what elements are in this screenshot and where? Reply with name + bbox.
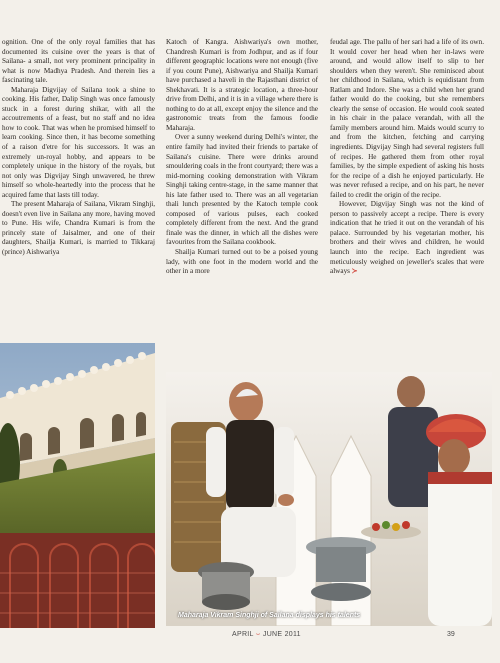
cooking-illustration (166, 372, 492, 626)
paragraph: feudal age. The pallu of her sari had a life of its own. It would cover her head when her in-laws were around, and would allow itself to slip to her shoulders when they weren't. She reminisced about her childhood in Sailana, which is equidistant from Ratlam and Indore. She was a child when her grand father would do the cooking, but she remembers clearly the sense of occasion. He would cook seated in his chair in the palace verandah, with all the family members around him. Maids would scurry to and from the kitchen, fetching and carrying ingredients. Digvijay Singh had several registers full of recipes. He gathered them from other royal families, by the simple expedient of asking his hosts for the recipe of a dish he enjoyed particularly. He was never refused a recipe, and on his part, he never failed to credit the origin of the recipe. (330, 38, 484, 199)
page-footer (0, 631, 500, 645)
article-column-2 (166, 38, 318, 277)
article-column-3 (330, 38, 484, 277)
paragraph: Shailja Kumari turned out to be a poised young lady, with one foot in the modern world and the other in a more (166, 248, 318, 276)
palace-photo (0, 343, 155, 628)
paragraph: ognition. One of the only royal families that has documented its cuisine over the years is that of Sailana- a small, not very prominent principality in what is now Madhya Pradesh. And therein lies a fascinating tale. (2, 38, 155, 85)
paragraph (330, 200, 484, 276)
continue-arrow-icon: ≻ (351, 267, 358, 276)
photo-caption: Maharaja Vikram Singhji of Sailana displays his talents (178, 612, 361, 619)
month-start: APRIL (232, 631, 254, 638)
paragraph-text: However, Digvijay Singh was not the kind of person to passively accept a recipe. There is every indication that he tried it out on the verandah of his palace. Surrounded by his vegetarian mother, his brothers and their wives and children, he would launch into the recipe. Each ingredient was meticulously weighed on jeweller's scales that were always (330, 200, 484, 276)
swoosh-icon: ⌣ (255, 631, 261, 638)
paragraph: Over a sunny weekend during Delhi's winter, the entire family had invited their friends to partake of Sailana's cuisine. There were drinks around smouldering coals in the front courtyard; there was a mid-morning cooking demonstration with Vikram Singhji taking centre-stage, in the same manner that his late father used to. There was an all vegetarian thali lunch presented by the Katoch temple cook composed of various pulses, each cooked completely different from the next. And the grand finale was the dinner, in which all the dishes were favourites from the Sailana cookbook. (166, 133, 318, 247)
month-end: JUNE 2011 (262, 631, 301, 638)
cooking-demonstration-photo (166, 372, 492, 626)
paragraph: Katoch of Kangra. Aishwariya's own mother, Chandresh Kumari is from Jodhpur, and as if four different geographic locations were not enough (five if you count Pune), Aishwariya and Shailja Kumari have purchased a haveli in the Rajasthani district of Shekhavati. It is a strategic location, a three-hour drive from Delhi, and it is in a village where there is nothing to do at all, except enjoy the silence and the gastronomic treats from the famous foodie Maharaja. (166, 38, 318, 132)
paragraph: The present Maharaja of Sailana, Vikram Singhji, doesn't even live in Sailana any more, having moved to Pune. His wife, Chandra Kumari is from the princely state of Jaisalmer, and one of their daughters, Shailja Kumari, is married to Tikkaraj (prince) Aishwariya (2, 200, 155, 257)
page-number: 39 (447, 631, 455, 638)
issue-date (232, 631, 301, 639)
palace-illustration (0, 343, 155, 628)
article-column-1 (2, 38, 155, 258)
paragraph: Maharaja Digvijay of Sailana took a shine to cooking. His father, Dalip Singh was once famously stuck in a forest during shikar, with all the accoutrements of a feast, but no staff and no idea how to cook. That was when he promised himself to learn cooking. Since then, it has become something of a raison d'etre for his successors. It was an extremely un-royal hobby, and appears to be completely unique in the history of the royals, but not only was Digvijay Singh unwavered, he threw himself so whole-heartedly into the process that he acquired fame that lasts till today. (2, 85, 155, 199)
